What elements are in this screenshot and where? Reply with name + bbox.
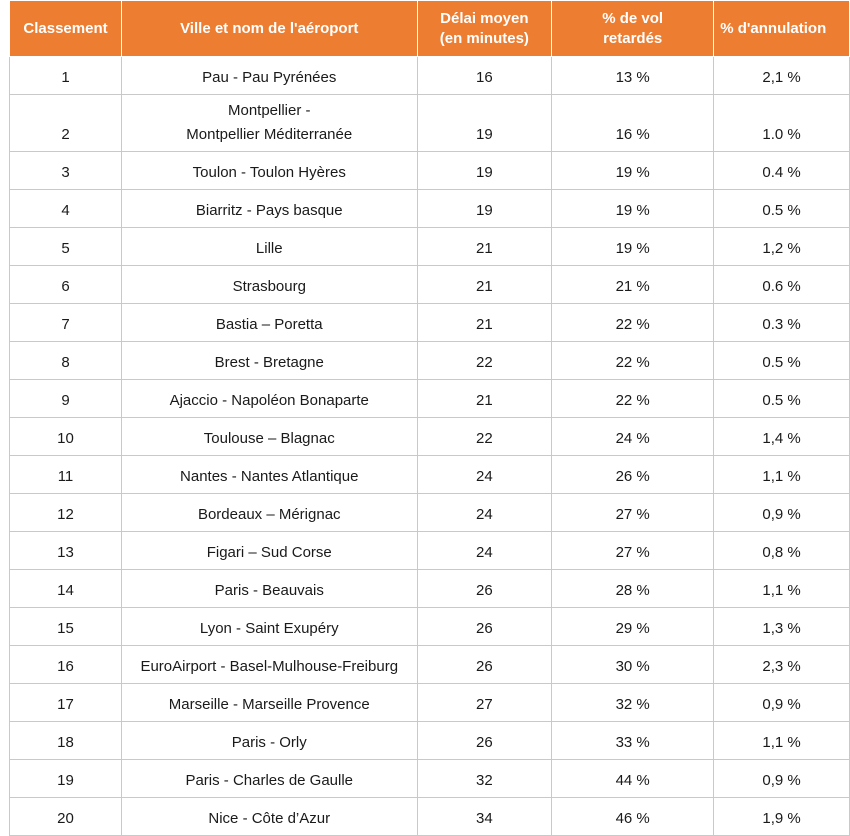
late-cell: 19 % (552, 152, 714, 190)
table-row (10, 760, 850, 798)
delay-cell: 21 (417, 304, 552, 342)
delay-cell: 26 (417, 646, 552, 684)
header-rank: Classement (10, 1, 122, 57)
late-cell: 44 % (552, 760, 714, 798)
table-row (10, 304, 850, 342)
airport-name-line: Montpellier - (227, 102, 311, 119)
airport-cell: Paris - Beauvais (122, 570, 418, 608)
airport-cell: Bastia – Poretta (122, 304, 418, 342)
table-row (10, 494, 850, 532)
cancel-cell: 0.3 % (714, 304, 850, 342)
rank-cell: 14 (10, 570, 122, 608)
rank-cell: 11 (10, 456, 122, 494)
rank-cell: 8 (10, 342, 122, 380)
late-cell: 29 % (552, 608, 714, 646)
rank-cell: 12 (10, 494, 122, 532)
late-cell: 26 % (552, 456, 714, 494)
cancel-cell: 1,1 % (714, 722, 850, 760)
delay-cell: 26 (417, 570, 552, 608)
delay-cell: 21 (417, 266, 552, 304)
airport-cell: Marseille - Marseille Provence (122, 684, 418, 722)
cancel-cell: 0.5 % (714, 342, 850, 380)
cancel-cell: 0,8 % (714, 532, 850, 570)
airport-cell: Paris - Charles de Gaulle (122, 760, 418, 798)
table-row (10, 152, 850, 190)
rank-cell: 7 (10, 304, 122, 342)
cancel-cell: 0,9 % (714, 760, 850, 798)
airport-cell: Pau - Pau Pyrénées (122, 57, 418, 95)
airport-cell: Biarritz - Pays basque (122, 190, 418, 228)
table-row (10, 684, 850, 722)
airport-cell: Lille (122, 228, 418, 266)
table-row (10, 190, 850, 228)
airport-cell: Lyon - Saint Exupéry (122, 608, 418, 646)
late-cell: 27 % (552, 532, 714, 570)
late-cell: 32 % (552, 684, 714, 722)
airport-cell: EuroAirport - Basel-Mulhouse-Freiburg (122, 646, 418, 684)
header-row (10, 1, 850, 57)
delay-cell: 32 (417, 760, 552, 798)
late-cell: 28 % (552, 570, 714, 608)
late-cell: 19 % (552, 228, 714, 266)
cancel-cell: 1,1 % (714, 570, 850, 608)
header-cancel: % d'annulation (714, 1, 850, 57)
cancel-cell: 1,3 % (714, 608, 850, 646)
cancel-cell: 0.4 % (714, 152, 850, 190)
cancel-cell: 0,9 % (714, 494, 850, 532)
airport-cell: Brest - Bretagne (122, 342, 418, 380)
airport-cell: Figari – Sud Corse (122, 532, 418, 570)
table-row (10, 57, 850, 95)
delay-cell: 16 (417, 57, 552, 95)
header-delay: Délai moyen (en minutes) (417, 1, 552, 57)
table-row (10, 418, 850, 456)
cancel-cell: 0,9 % (714, 684, 850, 722)
cancel-cell: 1.0 % (714, 95, 850, 152)
late-cell: 13 % (552, 57, 714, 95)
table-row (10, 266, 850, 304)
rank-cell: 18 (10, 722, 122, 760)
delay-cell: 27 (417, 684, 552, 722)
header-late: % de vol retardés (552, 1, 714, 57)
cancel-cell: 1,1 % (714, 456, 850, 494)
rank-cell: 4 (10, 190, 122, 228)
airport-name-line: Montpellier Méditerranée (186, 126, 353, 143)
table-row (10, 228, 850, 266)
cancel-cell: 0.5 % (714, 190, 850, 228)
rank-cell: 1 (10, 57, 122, 95)
table-row (10, 380, 850, 418)
header-airport: Ville et nom de l'aéroport (122, 1, 418, 57)
airport-cell: Nantes - Nantes Atlantique (122, 456, 418, 494)
airport-cell: Bordeaux – Mérignac (122, 494, 418, 532)
cancel-cell: 0.6 % (714, 266, 850, 304)
rank-cell: 15 (10, 608, 122, 646)
delay-cell: 26 (417, 608, 552, 646)
rank-cell: 5 (10, 228, 122, 266)
airport-cell (122, 95, 418, 152)
rank-cell: 2 (10, 95, 122, 152)
rank-cell: 10 (10, 418, 122, 456)
table-row (10, 722, 850, 760)
airport-cell: Toulon - Toulon Hyères (122, 152, 418, 190)
late-cell: 27 % (552, 494, 714, 532)
table-row (10, 798, 850, 836)
cancel-cell: 1,4 % (714, 418, 850, 456)
delay-cell: 22 (417, 418, 552, 456)
table-row (10, 570, 850, 608)
cancel-cell: 2,1 % (714, 57, 850, 95)
late-cell: 19 % (552, 190, 714, 228)
rank-cell: 9 (10, 380, 122, 418)
rank-cell: 13 (10, 532, 122, 570)
rank-cell: 6 (10, 266, 122, 304)
airport-cell: Nice - Côte d’Azur (122, 798, 418, 836)
table-row (10, 456, 850, 494)
airport-cell: Paris - Orly (122, 722, 418, 760)
late-cell: 22 % (552, 380, 714, 418)
airport-cell: Ajaccio - Napoléon Bonaparte (122, 380, 418, 418)
late-cell: 16 % (552, 95, 714, 152)
delay-cell: 24 (417, 532, 552, 570)
late-cell: 24 % (552, 418, 714, 456)
cancel-cell: 1,9 % (714, 798, 850, 836)
delay-cell: 34 (417, 798, 552, 836)
cancel-cell: 0.5 % (714, 380, 850, 418)
rank-cell: 17 (10, 684, 122, 722)
table-row (10, 532, 850, 570)
late-cell: 30 % (552, 646, 714, 684)
rank-cell: 20 (10, 798, 122, 836)
late-cell: 46 % (552, 798, 714, 836)
delay-cell: 24 (417, 494, 552, 532)
airport-cell: Strasbourg (122, 266, 418, 304)
delay-cell: 19 (417, 190, 552, 228)
delay-cell: 21 (417, 380, 552, 418)
table-row (10, 342, 850, 380)
late-cell: 22 % (552, 304, 714, 342)
delay-cell: 22 (417, 342, 552, 380)
delay-cell: 19 (417, 95, 552, 152)
delay-cell: 21 (417, 228, 552, 266)
table-row (10, 646, 850, 684)
cancel-cell: 2,3 % (714, 646, 850, 684)
late-cell: 22 % (552, 342, 714, 380)
delay-cell: 24 (417, 456, 552, 494)
late-cell: 33 % (552, 722, 714, 760)
airport-delay-table (9, 0, 850, 836)
late-cell: 21 % (552, 266, 714, 304)
rank-cell: 16 (10, 646, 122, 684)
cancel-cell: 1,2 % (714, 228, 850, 266)
rank-cell: 19 (10, 760, 122, 798)
table-row (10, 608, 850, 646)
airport-cell: Toulouse – Blagnac (122, 418, 418, 456)
delay-cell: 26 (417, 722, 552, 760)
rank-cell: 3 (10, 152, 122, 190)
delay-cell: 19 (417, 152, 552, 190)
table-row (10, 95, 850, 152)
